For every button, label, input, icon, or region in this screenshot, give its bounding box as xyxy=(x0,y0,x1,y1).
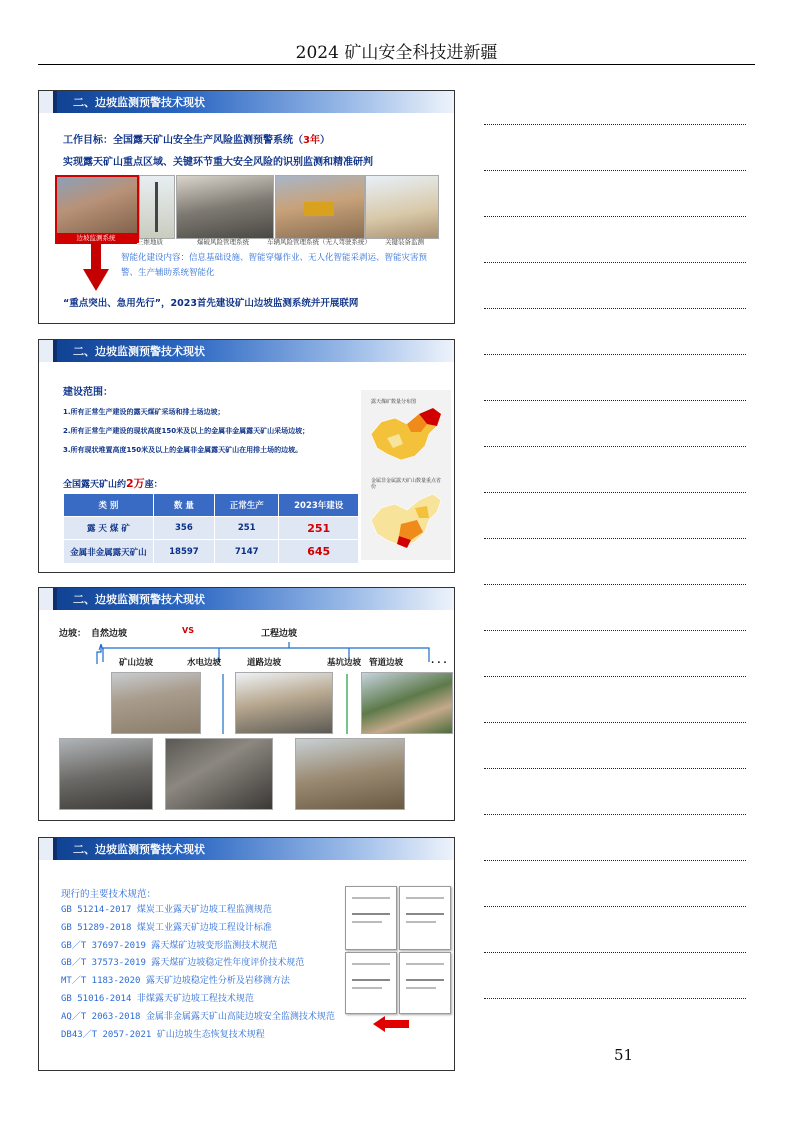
type-more: . . . xyxy=(431,656,447,666)
note-line xyxy=(484,814,746,815)
note-line xyxy=(484,722,746,723)
table-header-cell: 2023年建设 xyxy=(279,494,359,517)
note-line xyxy=(484,584,746,585)
mine-count: 全国露天矿山约2万座： xyxy=(63,477,163,490)
note-line xyxy=(484,906,746,907)
list-item: MT／T 1183-2020 露天矿边坡稳定性分析及岩移测方法 xyxy=(61,976,290,987)
table-cell: 露 天 煤 矿 xyxy=(64,517,154,540)
scope-item-1: 1.所有正常生产建设的露天煤矿采场和排土场边坡； xyxy=(63,408,225,416)
page-number: 51 xyxy=(614,1046,634,1064)
slide-section-title: 二、边坡监测预警技术现状 xyxy=(73,593,205,606)
road-slope-photo xyxy=(235,672,333,734)
table-cell: 7147 xyxy=(214,540,279,564)
goal-line: 实现露天矿山重点区域、关键环节重大安全风险的识别监测和精准研判 xyxy=(63,157,373,168)
caption-slope-monitoring: 边坡监测系统 xyxy=(55,233,137,244)
natural-slope: 自然边坡 xyxy=(91,629,128,639)
note-line xyxy=(484,354,746,355)
natural-landslide-photo xyxy=(361,672,453,734)
caption-geology: 三维地质 xyxy=(137,238,163,246)
table-row xyxy=(64,540,359,564)
vs-label: VS xyxy=(182,626,194,635)
scope-item-2: 2.所有正常生产建设的现状高度150米及以上的金属非金属露天矿山采场边坡； xyxy=(63,427,310,435)
slide-section-title: 二、边坡监测预警技术现状 xyxy=(73,345,205,358)
china-map-coal-icon xyxy=(367,404,447,464)
table-header-cell: 数 量 xyxy=(153,494,214,517)
standard-doc-thumbnail-4 xyxy=(399,952,451,1014)
type-road-slope: 道路边坡 xyxy=(247,658,282,668)
table-header-row xyxy=(64,494,359,517)
standard-doc-thumbnail-2 xyxy=(399,886,451,950)
list-item: DB43／T 2057-2021 矿山边坡生态恢复技术规程 xyxy=(61,1029,265,1040)
type-pit-slope: 基坑边坡 xyxy=(327,658,362,668)
note-line xyxy=(484,124,746,125)
standard-doc-thumbnail-1 xyxy=(345,886,397,950)
note-line xyxy=(484,676,746,677)
caption-vehicle: 车辆风险管理系统（无人驾驶系统） xyxy=(267,238,371,246)
slide-section-title: 二、边坡监测预警技术现状 xyxy=(73,96,205,109)
list-item: GB／T 37573-2019 露天煤矿边坡稳定性年度评价技术规范 xyxy=(61,958,305,969)
slide-2 xyxy=(38,339,455,573)
mine-statistics-table xyxy=(63,493,359,564)
slide-title-bar xyxy=(39,340,454,362)
table-cell: 251 xyxy=(214,517,279,540)
blasting-photo xyxy=(176,175,274,239)
table-cell: 251 xyxy=(279,517,359,540)
slide-section-title: 二、边坡监测预警技术现状 xyxy=(73,843,205,856)
note-line xyxy=(484,446,746,447)
slide-title-bar xyxy=(39,588,454,610)
slide-title-bar xyxy=(39,838,454,860)
map2-label: 金属非金属露天矿山数量重点省份 xyxy=(371,478,442,490)
list-item: GB 51016-2014 非煤露天矿边坡工程技术规范 xyxy=(61,993,254,1004)
note-line xyxy=(484,538,746,539)
work-goal: 工作目标：全国露天矿山安全生产风险监测预警系统（3年） xyxy=(63,135,330,146)
slide-3 xyxy=(38,587,455,821)
equipment-photo xyxy=(365,175,439,239)
note-line xyxy=(484,400,746,401)
collapse-photo xyxy=(59,738,153,810)
list-item: GB 51289-2018 煤炭工业露天矿边坡工程设计标准 xyxy=(61,922,272,933)
note-line xyxy=(484,952,746,953)
rock-slope-photo xyxy=(165,738,273,810)
type-pipeline-slope: 管道边坡 xyxy=(369,658,404,668)
type-mine-slope: 矿山边坡 xyxy=(119,658,154,668)
table-header-cell: 正常生产 xyxy=(214,494,279,517)
note-line xyxy=(484,998,746,999)
geology-tower-photo xyxy=(139,175,175,239)
left-arrow-icon xyxy=(373,1016,409,1032)
table-header-cell: 类 别 xyxy=(64,494,154,517)
slide-title-bar xyxy=(39,91,454,113)
caption-equipment: 关键装备监测 xyxy=(385,238,424,246)
note-line xyxy=(484,860,746,861)
note-line xyxy=(484,170,746,171)
table-row xyxy=(64,517,359,540)
header-rule xyxy=(38,64,755,65)
slide-1 xyxy=(38,90,455,324)
standards-list xyxy=(61,902,391,1044)
list-item: GB 51214-2017 煤炭工业露天矿边坡工程监测规范 xyxy=(61,905,272,915)
slide1-footer: “重点突出、急用先行”，2023首先建设矿山边坡监测系统并开展联网 xyxy=(63,298,359,309)
page-header-title: 2024 矿山安全科技进新疆 xyxy=(295,43,498,63)
mine-slope-photo xyxy=(111,672,201,734)
note-line xyxy=(484,492,746,493)
standards-intro: 现行的主要技术规范： xyxy=(61,889,157,900)
foundation-pit-photo xyxy=(295,738,405,810)
note-line xyxy=(484,630,746,631)
list-item: AQ／T 2063-2018 金属非金属露天矿山高陡边坡安全监测技术规范 xyxy=(61,1011,335,1022)
table-cell: 18597 xyxy=(153,540,214,564)
down-arrow-icon xyxy=(83,243,109,291)
note-line xyxy=(484,216,746,217)
table-cell: 356 xyxy=(153,517,214,540)
china-map-metal-icon xyxy=(367,490,447,552)
note-line xyxy=(484,262,746,263)
type-hydro-slope: 水电边坡 xyxy=(187,658,222,668)
table-cell: 645 xyxy=(279,540,359,564)
table-cell: 金属非金属露天矿山 xyxy=(64,540,154,564)
map1-label: 露天煤矿数量分布图 xyxy=(371,399,417,405)
smart-construction-text: 智能化建设内容：信息基础设施、智能穿爆作业、无人化智能采剥运、智能灾害预警、生产辅助系统智能化 xyxy=(121,253,428,278)
standard-doc-thumbnail-3 xyxy=(345,952,397,1014)
scope-item-3: 3.所有现状堆置高度150米及以上的金属非金属露天矿山在用排土场的边坡。 xyxy=(63,446,303,454)
note-line xyxy=(484,308,746,309)
slide-4 xyxy=(38,837,455,1071)
caption-blasting: 爆破风险管理系统 xyxy=(197,238,249,246)
engineering-slope: 工程边坡 xyxy=(261,629,298,639)
list-item: GB／T 37697-2019 露天煤矿边坡变形监测技术规范 xyxy=(61,940,278,951)
scope-title: 建设范围： xyxy=(63,387,113,398)
note-line xyxy=(484,768,746,769)
slope-label: 边坡： xyxy=(59,629,87,639)
vehicle-photo xyxy=(275,175,365,239)
